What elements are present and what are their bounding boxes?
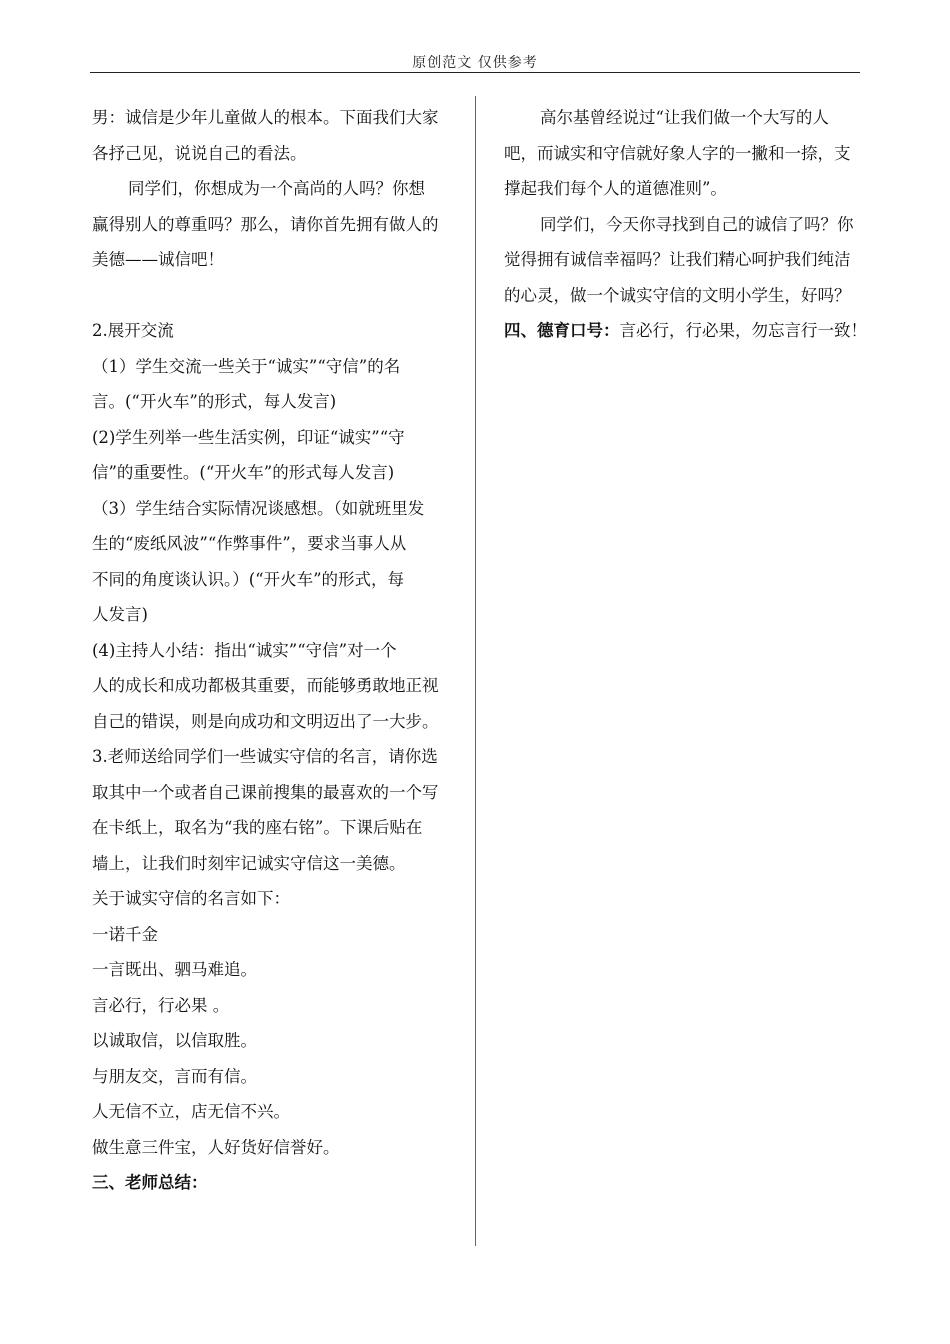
text-line: （3）学生结合实际情况谈感想。（如就班里发 [92, 498, 425, 518]
text-line: 自己的错误，则是向成功和文明迈出了一大步。 [92, 711, 439, 731]
text-line: 在卡纸上，取名为“我的座右铭”。下课后贴在 [92, 818, 423, 837]
text-line: 美德——诚信吧！ [92, 250, 224, 269]
text-line: 各抒己见，说说自己的看法。 [92, 143, 307, 163]
text-line: 的心灵，做一个诚实守信的文明小学生，好吗？ [504, 285, 851, 305]
quote-item: 一诺千金 [92, 924, 158, 944]
text-line: （1）学生交流一些关于“诚实”“守信”的名 [92, 356, 401, 376]
text-line: (4)主持人小结：指出“诚实”“守信”对一个 [92, 640, 397, 660]
quote-item: 以诚取信，以信取胜。 [92, 1031, 257, 1050]
quote-item: 言必行，行必果 。 [92, 995, 230, 1015]
text-line: (2)学生列举一些生活实例，印证“诚实”“守 [92, 427, 405, 447]
left-column [92, 100, 448, 1201]
text-line: 取其中一个或者自己课前搜集的最喜欢的一个写 [92, 782, 439, 802]
right-column [504, 100, 867, 349]
text-line: 赢得别人的尊重吗？那么，请你首先拥有做人的 [92, 214, 439, 234]
quote-item: 人无信不立，店无信不兴。 [92, 1102, 290, 1121]
text-line: 撑起我们每个人的道德准则”。 [504, 179, 727, 198]
text-line: 信”的重要性。(“开火车”的形式每人发言) [92, 463, 395, 482]
text-line: 生的“废纸风波”“作弊事件”，要求当事人从 [92, 534, 407, 553]
text-line: 人的成长和成功都极其重要，而能够勇敢地正视 [92, 676, 439, 695]
section-heading: 三、老师总结： [92, 1173, 208, 1192]
header-rule [90, 72, 860, 73]
column-divider [475, 96, 476, 1246]
text-line: 吧，而诚实和守信就好象人字的一撇和一捺，支 [504, 143, 851, 163]
quote-item: 与朋友交，言而有信。 [92, 1066, 257, 1086]
text-line: 男：诚信是少年儿童做人的根本。下面我们大家 [92, 108, 439, 127]
text-line: 关于诚实守信的名言如下： [92, 889, 290, 908]
section-heading: 四、德育口号： [504, 321, 620, 340]
text-line: 觉得拥有诚信幸福吗？让我们精心呵护我们纯洁 [504, 250, 851, 269]
text-line: 3.老师送给同学们一些诚实守信的名言，请你选 [92, 747, 438, 766]
page-header: 原创范文 仅供参考 [412, 55, 538, 71]
quote-item: 做生意三件宝，人好货好信誉好。 [92, 1137, 340, 1157]
text-line: 不同的角度谈认识。）(“开火车”的形式，每 [92, 569, 405, 589]
text-line: 同学们，你想成为一个高尚的人吗？你想 [128, 179, 425, 198]
section-heading: 2.展开交流 [92, 321, 174, 340]
text-line: 高尔基曾经说过“让我们做一个大写的人 [540, 108, 829, 127]
text-line: 人发言) [92, 605, 148, 624]
text-line: 墙上，让我们时刻牢记诚实守信这一美德。 [92, 853, 406, 873]
paragraph-gap [92, 278, 448, 314]
text-line: 同学们，今天你寻找到自己的诚信了吗？你 [540, 214, 854, 234]
slogan-text: 言必行，行必果，勿忘言行一致！ [619, 321, 867, 340]
text-line: 言。(“开火车”的形式，每人发言) [92, 392, 337, 411]
slogan-line [504, 313, 867, 349]
quote-item: 一言既出、驷马难追。 [92, 960, 257, 979]
